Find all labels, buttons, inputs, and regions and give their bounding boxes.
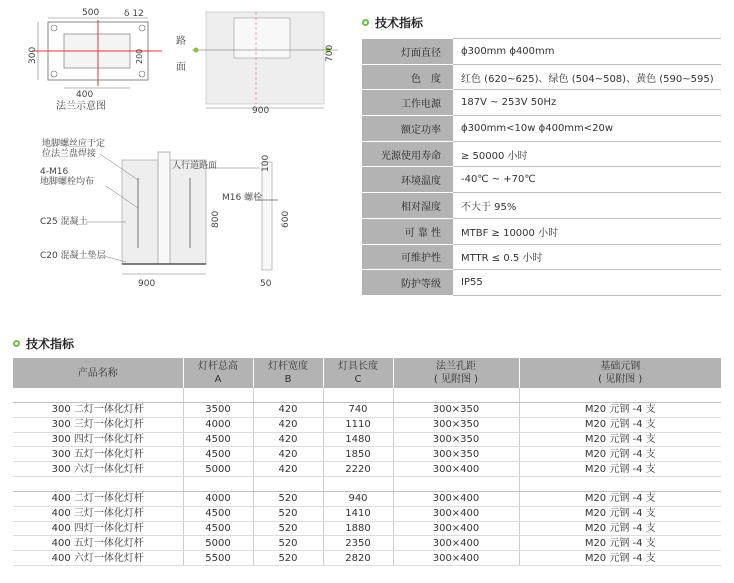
table-cell: 740: [323, 403, 393, 418]
table-cell: 3500: [183, 403, 253, 418]
table-cell: 420: [253, 462, 323, 477]
flange-dim-right: 200: [135, 48, 144, 64]
table-cell: 300×350: [393, 417, 519, 432]
table-cell: 300×350: [393, 432, 519, 447]
section-dim-600: 600: [281, 210, 291, 228]
note-bolt-flange-2: 位法兰盘焊接: [42, 149, 97, 159]
table-cell: 300×400: [393, 551, 519, 566]
m16-label: M16 螺栓: [222, 193, 263, 203]
spec-value: MTBF ≥ 10000 小时: [453, 218, 721, 244]
spec-row: [362, 39, 721, 65]
spec-label: 色 度: [362, 64, 453, 90]
column-header: [323, 358, 393, 388]
table-row: [13, 506, 721, 521]
table-cell: M20 元钢 -4 支: [519, 432, 721, 447]
table-cell: 5000: [183, 536, 253, 551]
flange-dim-bottom: 400: [76, 90, 94, 100]
spec-row: [362, 141, 721, 167]
table-cell: 300 六灯一体化灯杆: [13, 462, 183, 477]
table-cell: 1480: [323, 432, 393, 447]
table-cell: 4000: [183, 491, 253, 506]
table-cell: M20 元钢 -4 支: [519, 551, 721, 566]
spec-row: [362, 167, 721, 193]
product-title-text: 技术指标: [26, 337, 75, 351]
flange-dim-left: 300: [28, 46, 38, 64]
foundation-section-drawing: [38, 138, 343, 293]
table-row: [13, 432, 721, 447]
spec-value: 不大于 95%: [453, 193, 721, 219]
table-cell: 520: [253, 506, 323, 521]
table-cell: 5500: [183, 551, 253, 566]
section-dim-100: 100: [261, 154, 271, 172]
table-row: [13, 417, 721, 432]
group-spacer-row: [13, 476, 721, 491]
spec-row: [362, 218, 721, 244]
section-dim-height: 800: [211, 210, 221, 228]
table-cell: 420: [253, 417, 323, 432]
road-dim-width: 900: [252, 106, 270, 115]
table-cell: 940: [323, 491, 393, 506]
road-label-1: 路: [176, 36, 186, 47]
table-row: [13, 403, 721, 418]
bullet-circle-icon: [362, 19, 369, 26]
table-cell: 420: [253, 403, 323, 418]
table-cell: 1880: [323, 521, 393, 536]
table-cell: 520: [253, 551, 323, 566]
bullet-circle-icon: [13, 340, 20, 347]
table-cell: M20 元钢 -4 支: [519, 506, 721, 521]
spec-value: ϕ300mm<10w ϕ400mm<20w: [453, 116, 721, 142]
table-cell: 1110: [323, 417, 393, 432]
spec-value: -40℃ ~ +70℃: [453, 167, 721, 193]
table-cell: M20 元钢 -4 支: [519, 521, 721, 536]
spec-label: 相对湿度: [362, 193, 453, 219]
road-drawing: [170, 10, 345, 115]
column-header: [253, 358, 323, 388]
table-cell: 520: [253, 536, 323, 551]
spec-label: 防护等级: [362, 270, 453, 296]
table-cell: 1410: [323, 506, 393, 521]
spec-label: 光源使用寿命: [362, 141, 453, 167]
spec-section-title: [362, 14, 423, 31]
table-cell: 2820: [323, 551, 393, 566]
spec-table: [362, 38, 721, 296]
column-header: [519, 358, 721, 388]
spec-row: [362, 90, 721, 116]
spec-label: 灯面直径: [362, 39, 453, 65]
table-cell: 400 三灯一体化灯杆: [13, 506, 183, 521]
table-cell: 4500: [183, 432, 253, 447]
product-table: [13, 358, 721, 566]
column-header-line-1: 灯具长度: [338, 361, 378, 372]
product-section-title: [13, 335, 74, 352]
column-header-line-2: B: [284, 374, 292, 385]
table-cell: 400 五灯一体化灯杆: [13, 536, 183, 551]
table-cell: 300 四灯一体化灯杆: [13, 432, 183, 447]
table-cell: 2350: [323, 536, 393, 551]
table-cell: 4500: [183, 521, 253, 536]
spec-value: ϕ300mm ϕ400mm: [453, 39, 721, 65]
section-dim-50: 50: [260, 279, 272, 289]
table-cell: 400 四灯一体化灯杆: [13, 521, 183, 536]
table-cell: 420: [253, 447, 323, 462]
column-header-line-2: ( 见附图 ): [433, 374, 479, 385]
column-header: [13, 358, 183, 388]
spec-label: 额定功率: [362, 116, 453, 142]
table-cell: M20 元钢 -4 支: [519, 403, 721, 418]
table-cell: M20 元钢 -4 支: [519, 536, 721, 551]
table-cell: M20 元钢 -4 支: [519, 491, 721, 506]
column-header-line-1: 产品名称: [77, 367, 118, 379]
spec-row: [362, 270, 721, 296]
table-cell: 420: [253, 432, 323, 447]
note-c20: C20 混凝土垫层: [40, 251, 106, 261]
spec-row: [362, 244, 721, 270]
table-cell: 2220: [323, 462, 393, 477]
table-cell: 520: [253, 521, 323, 536]
note-bolts-2: 地脚螺栓均布: [40, 177, 95, 187]
spec-value: IP55: [453, 270, 721, 296]
spec-label: 环境温度: [362, 167, 453, 193]
spec-value: MTTR ≤ 0.5 小时: [453, 244, 721, 270]
column-header-line-1: 法兰孔距: [436, 361, 476, 372]
table-cell: 4000: [183, 417, 253, 432]
spec-label: 工作电源: [362, 90, 453, 116]
table-cell: M20 元钢 -4 支: [519, 447, 721, 462]
table-cell: 300×400: [393, 536, 519, 551]
table-cell: 300×400: [393, 462, 519, 477]
table-cell: 4500: [183, 447, 253, 462]
sidewalk-label: 人行道路面: [172, 161, 218, 171]
spec-row: [362, 116, 721, 142]
flange-thickness: δ 12: [124, 9, 144, 19]
spec-label: 可维护性: [362, 244, 453, 270]
spec-title-text: 技术指标: [375, 16, 424, 30]
table-cell: 4500: [183, 506, 253, 521]
spec-row: [362, 193, 721, 219]
flange-drawing: [12, 4, 162, 116]
column-header-line-2: ( 见附图 ): [598, 374, 643, 385]
table-cell: M20 元钢 -4 支: [519, 462, 721, 477]
note-bolt-flange-1: 地脚螺丝应于定: [42, 139, 106, 149]
table-cell: 300 五灯一体化灯杆: [13, 447, 183, 462]
column-header: [393, 358, 519, 388]
spec-value: 红色 (620~625)、绿色 (504~508)、黄色 (590~595): [453, 64, 721, 90]
table-cell: 1850: [323, 447, 393, 462]
flange-dim-top: 500: [82, 8, 100, 18]
road-label-2: 面: [176, 62, 186, 73]
column-header-line-1: 灯杆宽度: [268, 361, 308, 372]
table-row: [13, 491, 721, 506]
road-dim-height: 700: [325, 44, 335, 62]
table-cell: 300×350: [393, 447, 519, 462]
table-cell: 300×350: [393, 403, 519, 418]
note-c25: C25 混凝土: [40, 217, 88, 227]
table-cell: 300×400: [393, 521, 519, 536]
table-cell: 300×400: [393, 491, 519, 506]
column-header: [183, 358, 253, 388]
table-cell: 520: [253, 491, 323, 506]
table-cell: 300 二灯一体化灯杆: [13, 403, 183, 418]
flange-caption: 法兰示意图: [56, 101, 106, 112]
table-row: [13, 536, 721, 551]
table-row: [13, 447, 721, 462]
table-cell: 400 二灯一体化灯杆: [13, 491, 183, 506]
spec-label: 可 靠 性: [362, 218, 453, 244]
table-row: [13, 551, 721, 566]
table-cell: 300 三灯一体化灯杆: [13, 417, 183, 432]
section-dim-bottom: 900: [138, 279, 156, 289]
table-cell: M20 元钢 -4 支: [519, 417, 721, 432]
column-header-line-2: A: [214, 374, 222, 385]
table-cell: 300×400: [393, 506, 519, 521]
group-spacer-row: [13, 388, 721, 403]
spec-row: [362, 64, 721, 90]
column-header-line-1: 基础元钢: [600, 361, 641, 372]
spec-value: ≥ 50000 小时: [453, 141, 721, 167]
column-header-line-2: C: [354, 374, 362, 385]
column-header-line-1: 灯杆总高: [198, 361, 238, 372]
table-cell: 400 六灯一体化灯杆: [13, 551, 183, 566]
table-row: [13, 462, 721, 477]
note-bolts-1: 4-M16: [40, 167, 69, 177]
table-cell: 5000: [183, 462, 253, 477]
spec-value: 187V ~ 253V 50Hz: [453, 90, 721, 116]
table-row: [13, 521, 721, 536]
